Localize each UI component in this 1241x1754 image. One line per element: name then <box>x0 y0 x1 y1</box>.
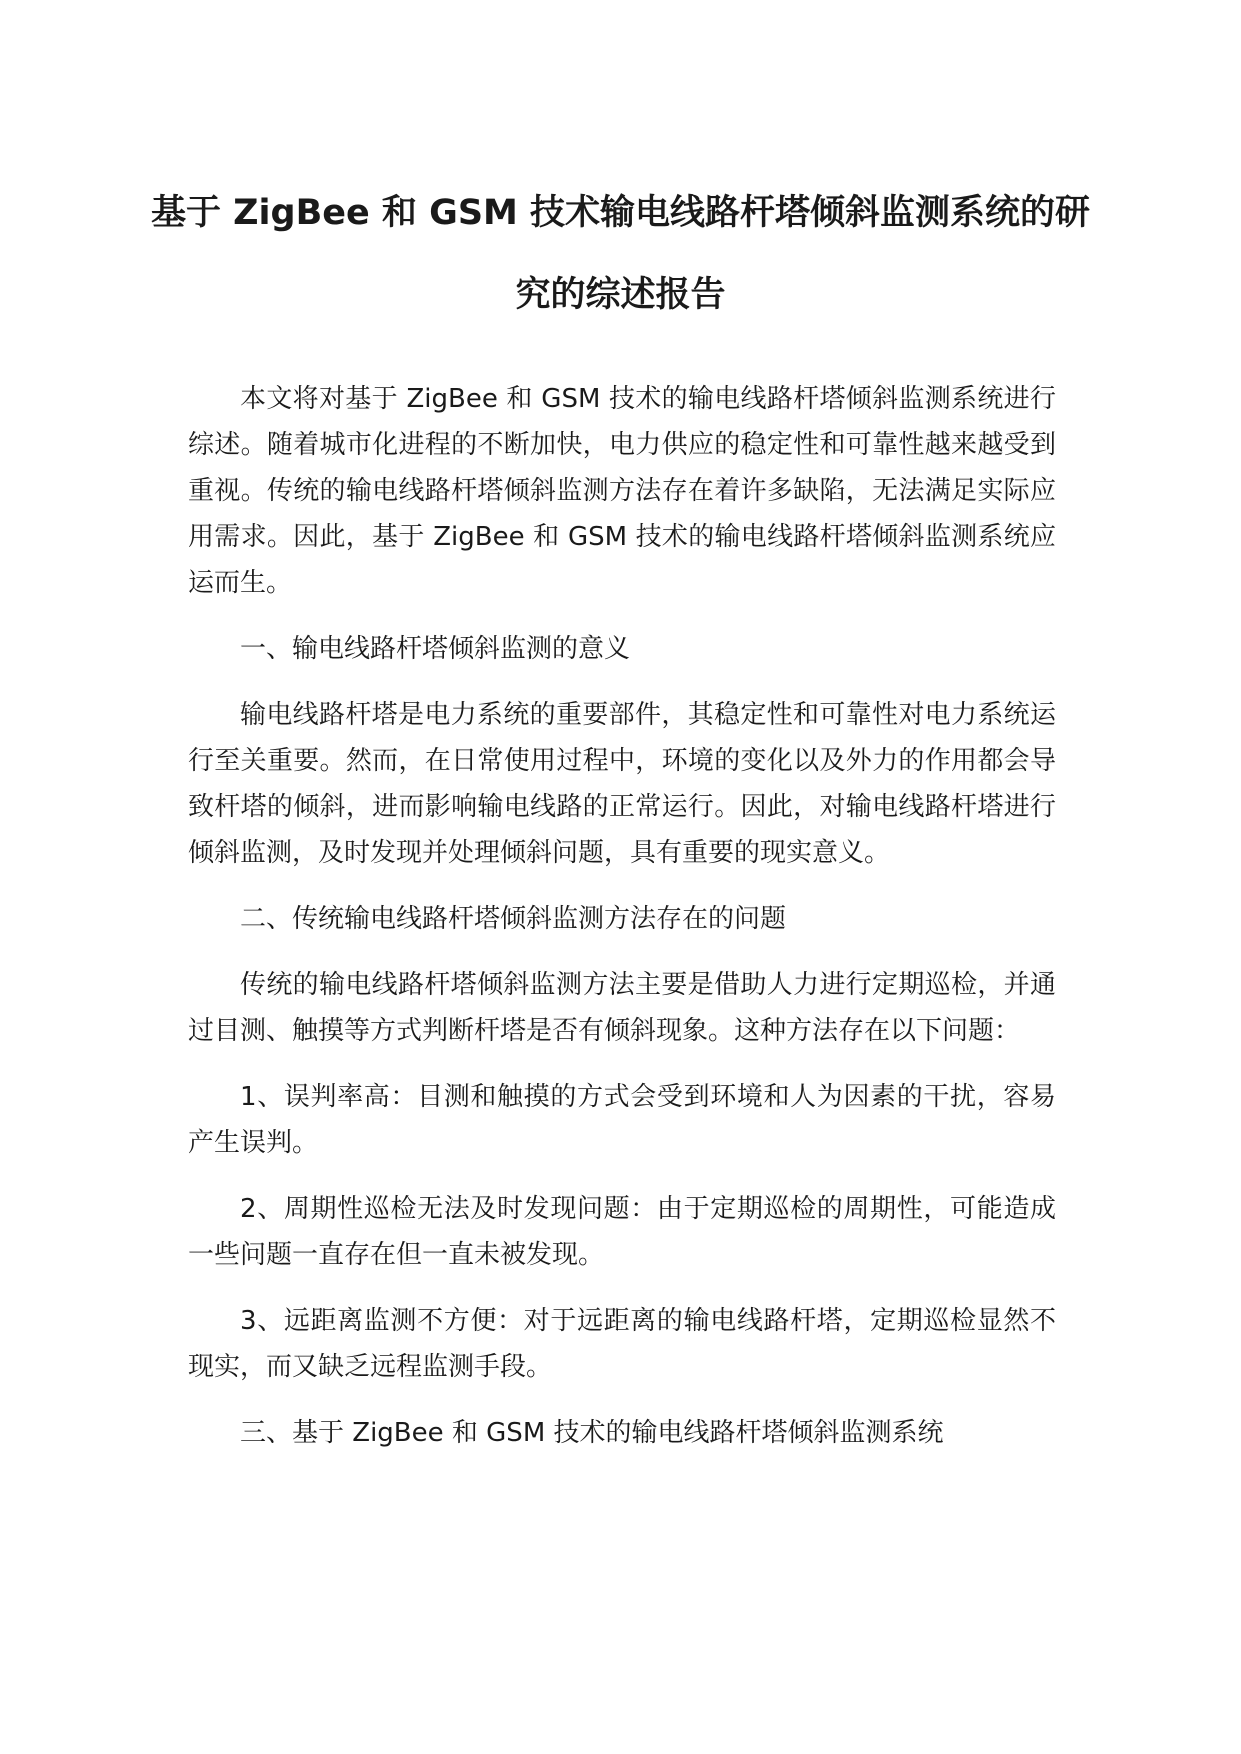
section-heading-2: 二、传统输电线路杆塔倾斜监测方法存在的问题 <box>240 904 787 934</box>
list-item-2: 2、周期性巡检无法及时发现问题：由于定期巡检的周期性，可能造成一些问题一直存在但一直未被发现。 <box>188 1194 1056 1270</box>
paragraph-significance: 输电线路杆塔是电力系统的重要部件，其稳定性和可靠性对电力系统运行至关重要。然而，在日常使用过程中，环境的变化以及外力的作用都会导致杆塔的倾斜，进而影响输电线路的正常运行。因此，对输电线路杆塔进行倾斜监测，及时发现并处理倾斜问题，具有重要的现实意义。 <box>188 700 1056 868</box>
list-item-1: 1、误判率高：目测和触摸的方式会受到环境和人为因素的干扰，容易产生误判。 <box>188 1082 1056 1158</box>
paragraph-traditional-methods: 传统的输电线路杆塔倾斜监测方法主要是借助人力进行定期巡检，并通过目测、触摸等方式判断杆塔是否有倾斜现象。这种方法存在以下问题： <box>188 970 1056 1046</box>
section-heading-3: 三、基于 ZigBee 和 GSM 技术的输电线路杆塔倾斜监测系统 <box>240 1418 944 1448</box>
document-body <box>188 376 1056 1476</box>
section-heading-1: 一、输电线路杆塔倾斜监测的意义 <box>240 634 631 664</box>
paragraph-intro: 本文将对基于 ZigBee 和 GSM 技术的输电线路杆塔倾斜监测系统进行综述。随着城市化进程的不断加快，电力供应的稳定性和可靠性越来越受到重视。传统的输电线路杆塔倾斜监测方法存在着许多缺陷，无法满足实际应用需求。因此，基于 ZigBee 和 GSM 技术的输电线路杆塔倾斜监测系统应运而生。 <box>188 384 1056 598</box>
list-item-3: 3、远距离监测不方便：对于远距离的输电线路杆塔，定期巡检显然不现实，而又缺乏远程监测手段。 <box>188 1306 1056 1382</box>
document-title: 基于 ZigBee 和 GSM 技术输电线路杆塔倾斜监测系统的研究的综述报告 <box>150 193 1091 315</box>
